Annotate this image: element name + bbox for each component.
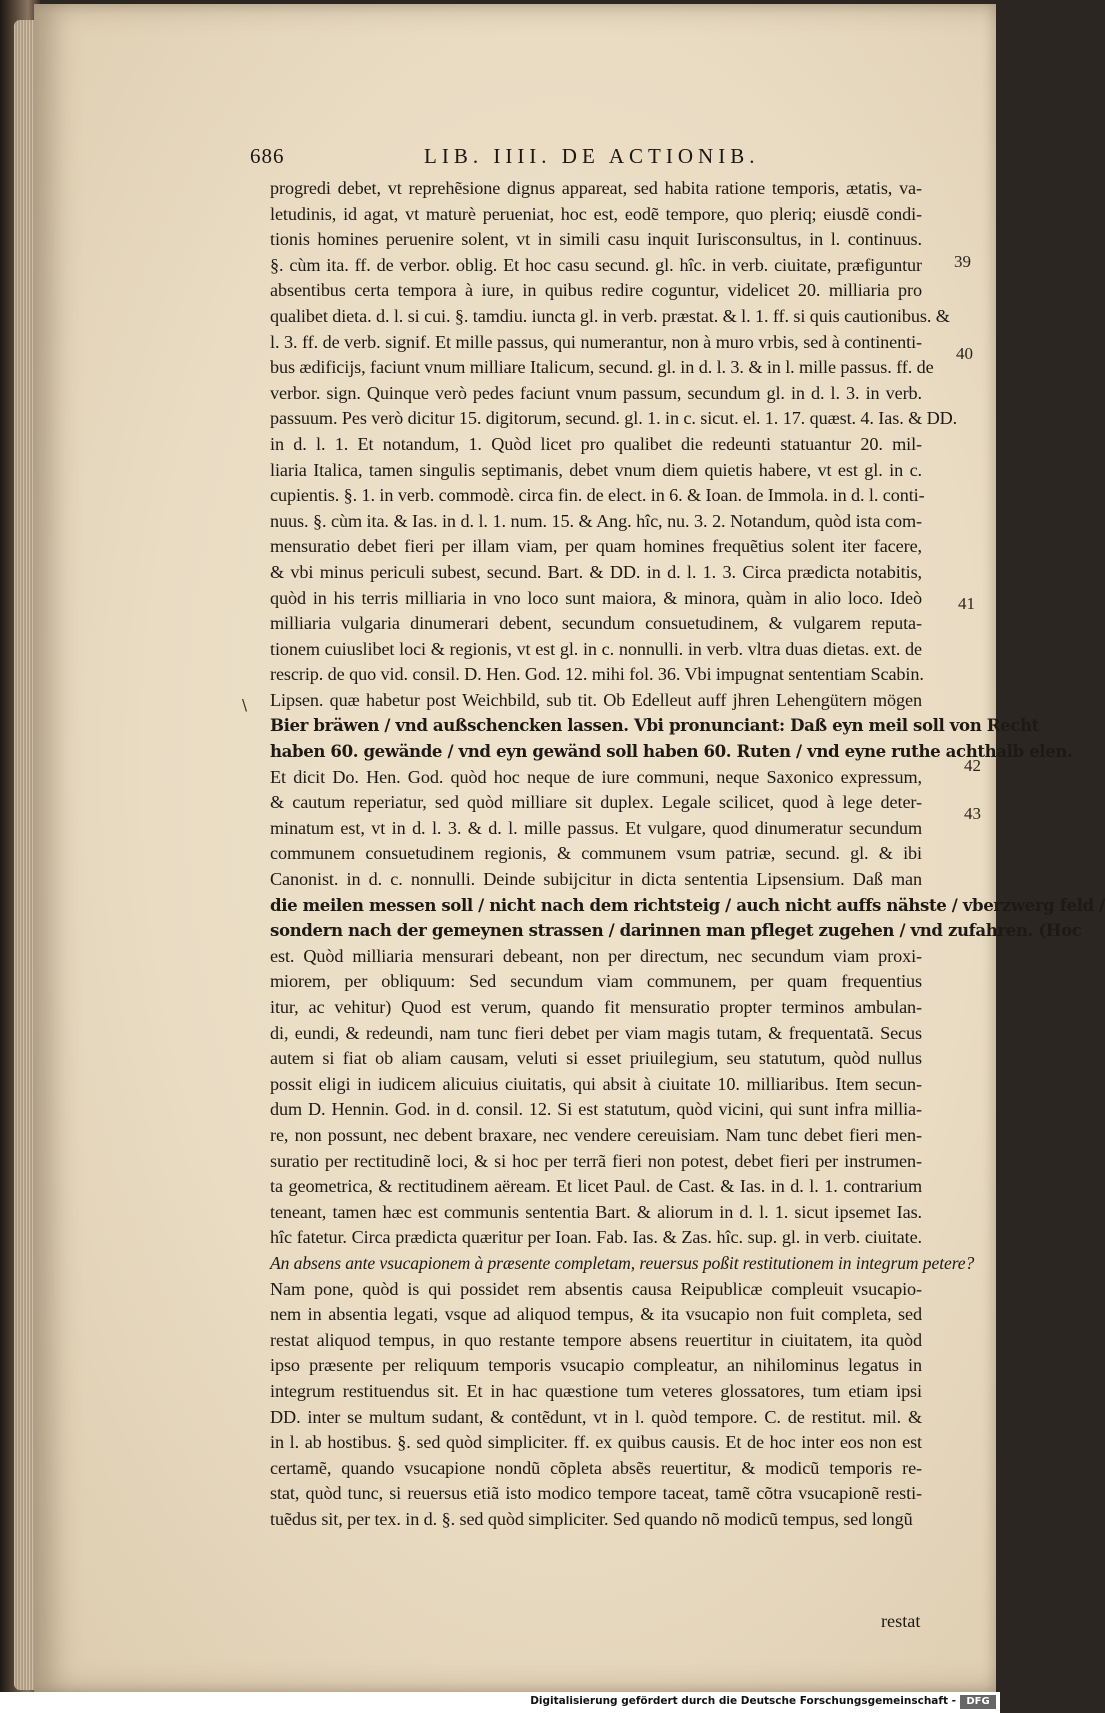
margin-number: 41	[958, 594, 975, 613]
text-line: tionem cuiuslibet loci & regionis, vt est gl. in c. nonnulli. in verb. vltra duas dietas. ext. de	[270, 638, 922, 659]
page-header	[34, 144, 996, 174]
text-line: ta geometrica, & rectitudinem aëream. Et licet Paul. de Cast. & Ias. in d. l. 1. contrarium	[270, 1176, 922, 1197]
text-line: autem si fiat ob aliam causam, veluti si esset priuilegium, seu statutum, quòd nullus	[270, 1048, 922, 1069]
text-line: An absens ante vsucapionem à præsente completam, reuersus poßit restitutionem in integrum petere?	[270, 1252, 975, 1273]
text-line: hîc fatetur. Circa prædicta quæritur per Ioan. Fab. Ias. & Zas. hîc. sup. gl. in verb. ciuitate.	[270, 1227, 922, 1248]
folio-number: 686	[250, 144, 285, 168]
digitization-footer	[0, 1692, 1000, 1713]
text-line: rescrip. de quo vid. consil. D. Hen. God. 12. mihi fol. 36. Vbi impugnat sententiam Scabin.	[270, 664, 924, 685]
text-line: integrum restituendus sit. Et in hac quæstione tum veteres glossatores, tum etiam ipsi	[270, 1380, 922, 1401]
text-line: & cautum reperiatur, sed quòd milliare sit duplex. Legale scilicet, quod à lege deter-	[270, 792, 922, 813]
margin-number: 43	[964, 804, 981, 823]
text-line: in d. l. 1. Et notandum, 1. Quòd licet pro qualibet die redeunti statuantur 20. mil-	[270, 433, 922, 454]
text-line: & vbi minus periculi subest, secund. Bart. & DD. in d. l. 1. 3. Circa prædicta notabitis,	[270, 561, 922, 582]
marginal-mark: \	[242, 696, 248, 714]
text-line: liaria Italica, tamen singulis septimanis, debet vnum diem quietis habere, vt est gl. in c.	[270, 459, 922, 480]
text-line: Canonist. in d. c. nonnulli. Deinde subijcitur in dicta sententia Lipsensium. Daß man	[270, 869, 922, 890]
text-line: teneant, tamen hæc est communis sententia Bart. & aliorum in d. l. 1. sicut ipsemet Ias.	[270, 1201, 922, 1222]
text-line: stat, quòd tunc, si reuersus etiã isto modico tempore taceat, tamẽ cõtra vsucapionẽ resti-	[270, 1483, 922, 1504]
text-line: §. cùm ita. ff. de verbor. oblig. Et hoc casu secund. gl. hîc. in verb. ciuitate, præfiguntur	[270, 254, 922, 275]
text-line: nem in absentia legati, vsque ad aliquod tempus, & ita vsucapio non fuit completa, sed	[270, 1304, 922, 1325]
margin-number: 39	[954, 252, 971, 271]
text-line: suratio per rectitudinẽ loci, & si hoc per terrã fieri non potest, debet fieri per instrumen-	[270, 1150, 922, 1171]
text-line: dum D. Hennin. God. in d. consil. 12. Si est statutum, quòd vicini, qui sunt infra millia-	[270, 1099, 922, 1120]
text-line: restat aliquod tempus, in quo restante tempore absens reuertitur in ciuitatem, ita quòd	[270, 1329, 922, 1350]
text-line: tuẽdus sit, per tex. in d. §. sed quòd simpliciter. Sed quando nõ modicũ tempus, sed longũ	[270, 1508, 913, 1529]
running-title: LIB. IIII. DE ACTIONIB.	[424, 144, 760, 168]
funding-credit: Digitalisierung gefördert durch die Deutsche Forschungsgemeinschaft -	[530, 1695, 956, 1707]
text-line: verbor. sign. Quinque verò pedes faciunt vnum passum, secundum gl. in d. l. 3. in verb.	[270, 382, 922, 403]
text-line: nuus. §. cùm ita. & Ias. in d. l. 1. num. 15. & Ang. hîc, nu. 3. 2. Notandum, quòd ista com-	[270, 510, 922, 531]
text-line: haben 60. gewände / vnd eyn gewänd soll haben 60. Ruten / vnd eyne ruthe achthalb elen.	[270, 741, 1073, 762]
text-line: progredi debet, vt reprehẽsione dignus appareat, sed habita ratione temporis, ætatis, va-	[270, 178, 922, 198]
dfg-logo: DFG	[960, 1695, 996, 1709]
text-line: passuum. Pes verò dicitur 15. digitorum, secund. gl. 1. in c. sicut. el. 1. 17. quæst. 4. Ias. & DD.	[270, 408, 958, 429]
text-line: Nam pone, quòd is qui possidet rem absentis causa Reipublicæ compleuit vsucapio-	[270, 1278, 922, 1299]
text-line: letudinis, id agat, vt maturè perueniat, hoc est, eodẽ tempore, quo pleriq; eiusdẽ condi-	[270, 203, 922, 224]
text-line: miorem, per obliquum: Sed secundum viam communem, per quam frequentius	[270, 971, 922, 992]
text-line: minatum est, vt in d. l. 3. & d. l. mille passus. Et vulgare, quod dinumeratur secundum	[270, 817, 922, 838]
margin-number: 40	[956, 344, 973, 363]
text-line: milliaria vulgaria dinumerari debent, secundum consuetudinem, & vulgarem reputa-	[270, 613, 922, 634]
text-line: quòd in his terris milliaria in vno loco sunt maiora, & minora, quàm in alio loco. Ideò	[270, 587, 922, 608]
text-line: die meilen messen soll / nicht nach dem richtsteig / auch nicht auffs nähste / vberzwerg feld /	[270, 894, 1105, 915]
text-line: communem consuetudinem regionis, & communem vsum patriæ, secund. gl. & ibi	[270, 843, 922, 864]
margin-number: 42	[964, 756, 981, 775]
text-line: ipso præsente per reliquum temporis vsucapio compleatur, an nihilominus legatus in	[270, 1355, 922, 1376]
text-line: di, eundi, & redeundi, nam tunc fieri debet per viam magis tutam, & frequentatã. Secus	[270, 1022, 922, 1043]
text-line: certamẽ, quando vsucapione nondũ cõpleta absẽs reuertitur, & modicũ temporis re-	[270, 1457, 922, 1478]
text-line: tionis homines peruenire solent, vt in simili casu inquit Iurisconsultus, in l. continuus.	[270, 229, 922, 250]
text-line: Et dicit Do. Hen. God. quòd hoc neque de iure communi, neque Saxonico expressum,	[270, 766, 922, 787]
text-line: Bier bräwen / vnd außschencken lassen. Vbi pronunciant: Daß eyn meil soll von Recht	[270, 715, 1039, 736]
catchword: restat	[881, 1611, 921, 1631]
text-line: itur, ac vehitur) Quod est verum, quando fit mensuratio propter terminos ambulan-	[270, 997, 922, 1017]
text-line: bus ædificijs, faciunt vnum milliare Italicum, secund. gl. in d. l. 3. & in l. mille passus. ff. de	[270, 357, 934, 378]
text-line: l. 3. ff. de verb. signif. Et mille passus, qui numerantur, non à muro vrbis, sed à continenti-	[270, 331, 922, 352]
text-line: mensuratio debet fieri per illam viam, per quam homines frequẽtius solent iter facere,	[270, 536, 922, 557]
book-page	[34, 4, 1105, 1692]
text-line: in l. ab hostibus. §. sed quòd simpliciter. ff. ex quibus causis. Et de hoc inter eos non est	[270, 1432, 922, 1453]
text-line: est. Quòd milliaria mensurari debeant, non per directum, nec secundum viam proxi-	[270, 945, 922, 966]
text-line: qualibet dieta. d. l. si cui. §. tamdiu. iuncta gl. in verb. præstat. & l. 1. ff. si quis cautionibus. &	[270, 305, 950, 326]
text-line: possit eligi in iudicem alicuius ciuitatis, qui absit à ciuitate 10. milliaribus. Item secun-	[270, 1073, 922, 1094]
text-line: cupientis. §. 1. in verb. commodè. circa fin. de elect. in 6. & Ioan. de Immola. in d. l. conti-	[270, 485, 925, 506]
text-line: re, non possunt, nec debent braxare, nec vendere cereuisiam. Nam tunc debet fieri men-	[270, 1124, 922, 1145]
text-line: sondern nach der gemeynen strassen / darinnen man pfleget zugehen / vnd zufahren. (Hoc	[270, 920, 1082, 941]
text-line: Lipsen. quæ habetur post Weichbild, sub tit. Ob Edelleut auff jhren Lehengütern mögen	[270, 689, 922, 710]
text-line: absentibus certa tempora à iure, in quibus redire coguntur, videlicet 20. milliaria pro	[270, 280, 922, 301]
text-line: DD. inter se multum sudant, & contẽdunt, vt in l. quòd tempore. C. de restitut. mil. &	[270, 1406, 922, 1427]
page-edges	[14, 20, 36, 1690]
